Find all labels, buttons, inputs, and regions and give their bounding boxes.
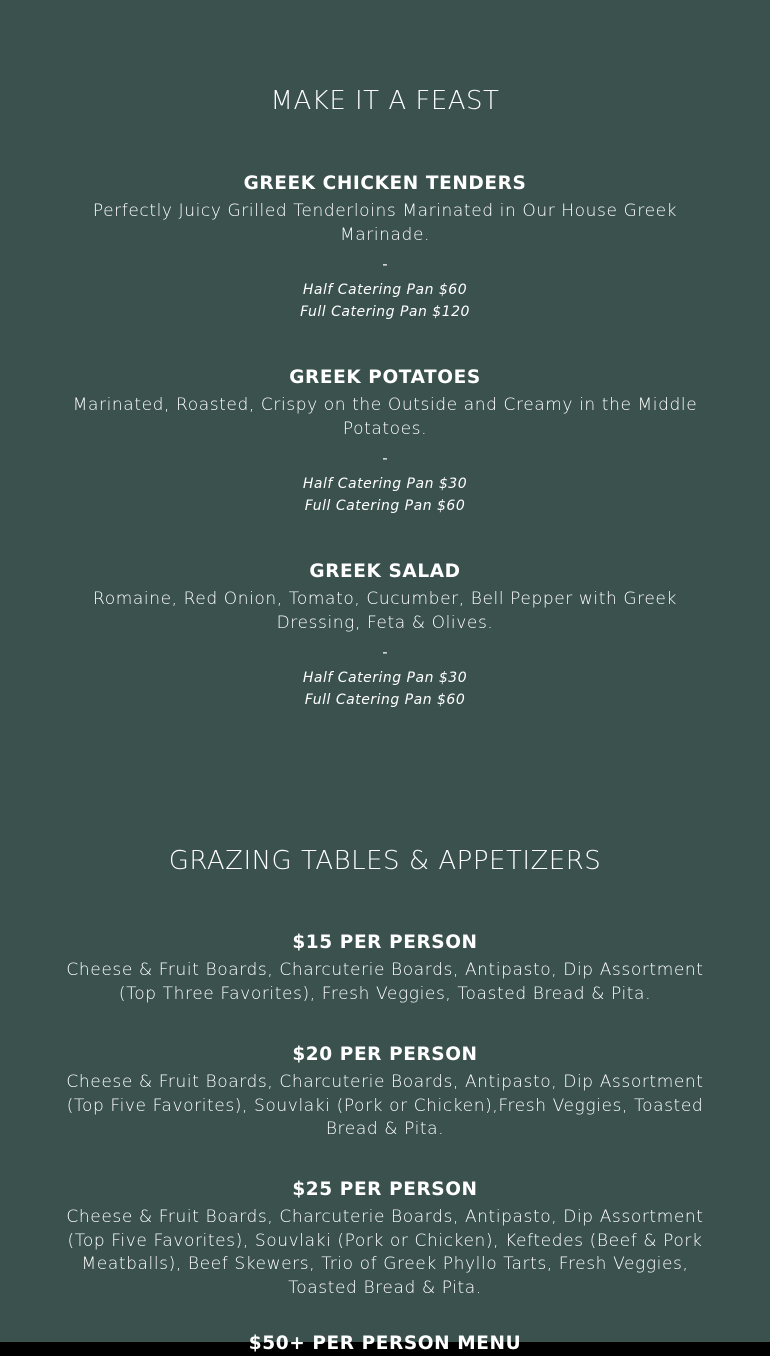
menu-item-name: GREEK CHICKEN TENDERS (243, 173, 527, 194)
menu-item-greek-chicken-tenders (58, 172, 712, 323)
grazing-tier-50-title: $50+ PER PERSON MENU (248, 1333, 522, 1354)
tier-description: Cheese & Fruit Boards, Charcuterie Boards, Antipasto, Dip Assortment (Top Five Favorites), Souvlaki (Pork or Chicken), Keftedes (Beef & Pork Meatballs), Beef Skewers, Trio of Greek Phyllo Tarts, Fresh Veggies, Toasted Bread & Pita. (66, 1207, 704, 1298)
full-pan-price: Full Catering Pan $60 (304, 497, 466, 514)
tier-description: Cheese & Fruit Boards, Charcuterie Boards, Antipasto, Dip Assortment (Top Three Favorites), Fresh Veggies, Toasted Bread & Pita. (66, 960, 704, 1004)
menu-item-greek-salad (58, 560, 712, 711)
menu-item-description: Marinated, Roasted, Crispy on the Outside and Creamy in the Middle Potatoes. (72, 395, 698, 439)
section-title-feast: MAKE IT A FEAST (270, 86, 500, 116)
menu-item-description: Perfectly Juicy Grilled Tenderloins Marinated in Our House Greek Marinade. (92, 201, 678, 245)
menu-item-separator: - (382, 255, 388, 273)
grazing-tier-25 (58, 1178, 712, 1300)
menu-item-description: Romaine, Red Onion, Tomato, Cucumber, Bell Pepper with Greek Dressing, Feta & Olives. (93, 589, 677, 633)
full-pan-price: Full Catering Pan $60 (304, 691, 466, 708)
tier-name: $25 PER PERSON (292, 1179, 478, 1200)
menu-item-name: GREEK SALAD (309, 561, 461, 582)
menu-item-name: GREEK POTATOES (289, 367, 481, 388)
tier-name: $20 PER PERSON (292, 1044, 478, 1065)
grazing-tier-15 (58, 931, 712, 1006)
tier-description: Cheese & Fruit Boards, Charcuterie Boards, Antipasto, Dip Assortment (Top Five Favorites), Souvlaki (Pork or Chicken),Fresh Veggies, Toasted Bread & Pita. (66, 1072, 704, 1139)
half-pan-price: Half Catering Pan $60 (302, 282, 468, 298)
tier-name: $15 PER PERSON (292, 932, 478, 953)
menu-item-greek-potatoes (58, 366, 712, 517)
half-pan-price: Half Catering Pan $30 (302, 670, 468, 686)
section-title-grazing: GRAZING TABLES & APPETIZERS (168, 846, 602, 876)
menu-item-separator: - (382, 643, 388, 661)
half-pan-price: Half Catering Pan $30 (302, 476, 468, 492)
full-pan-price: Full Catering Pan $120 (300, 303, 470, 320)
menu-item-separator: - (382, 449, 388, 467)
grazing-tier-20 (58, 1043, 712, 1142)
